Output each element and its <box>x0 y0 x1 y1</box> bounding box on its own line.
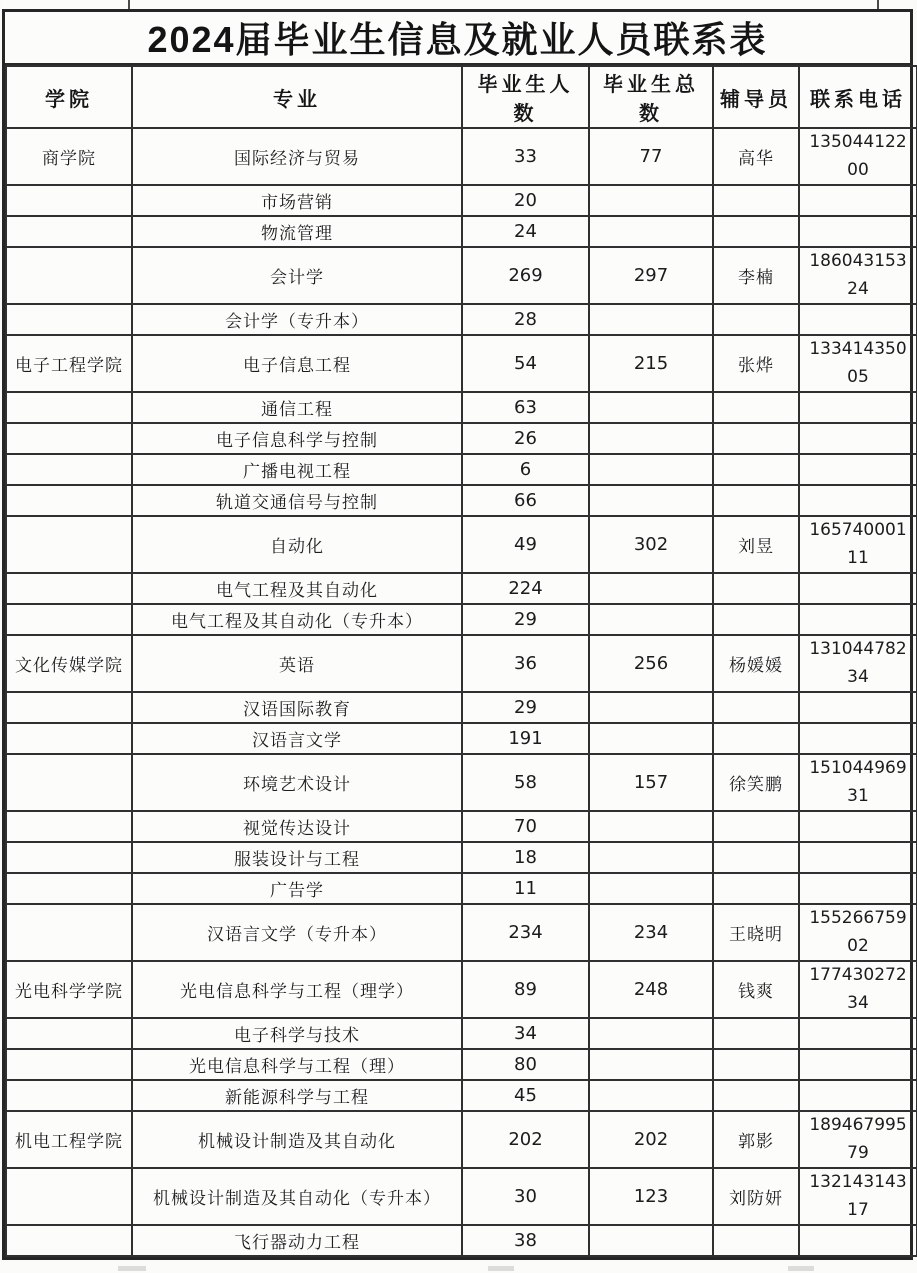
college-cell <box>6 842 132 873</box>
table-row <box>6 392 917 423</box>
graduate-count-cell: 26 <box>462 423 589 454</box>
phone-cell <box>799 1018 917 1049</box>
graduate-total-cell <box>589 216 713 247</box>
counselor-cell: 杨媛媛 <box>713 635 799 692</box>
phone-cell <box>799 842 917 873</box>
graduate-count-cell: 66 <box>462 485 589 516</box>
graduate-count-cell: 234 <box>462 904 589 961</box>
college-cell <box>6 454 132 485</box>
major-cell: 市场营销 <box>132 185 462 216</box>
major-cell: 机械设计制造及其自动化 <box>132 1111 462 1168</box>
table-row <box>6 692 917 723</box>
college-cell <box>6 216 132 247</box>
graduate-contact-table <box>2 9 913 1260</box>
graduate-count-cell: 6 <box>462 454 589 485</box>
counselor-cell: 钱爽 <box>713 961 799 1018</box>
phone-cell: 18946799579 <box>799 1111 917 1168</box>
graduate-total-cell <box>589 1018 713 1049</box>
college-cell <box>6 247 132 304</box>
phone-cell <box>799 423 917 454</box>
column-header-major: 专业 <box>132 66 462 128</box>
graduate-total-cell: 302 <box>589 516 713 573</box>
phone-cell <box>799 1080 917 1111</box>
college-cell <box>6 185 132 216</box>
counselor-cell: 高华 <box>713 128 799 185</box>
counselor-cell: 刘防妍 <box>713 1168 799 1225</box>
phone-cell: 17743027234 <box>799 961 917 1018</box>
phone-cell <box>799 692 917 723</box>
graduate-total-cell: 248 <box>589 961 713 1018</box>
table-row <box>6 811 917 842</box>
table-row <box>6 485 917 516</box>
table-row <box>6 247 917 304</box>
phone-cell <box>799 604 917 635</box>
counselor-cell <box>713 573 799 604</box>
table-row <box>6 1080 917 1111</box>
graduate-count-cell: 30 <box>462 1168 589 1225</box>
table-row <box>6 1111 917 1168</box>
column-header-counselor: 辅导员 <box>713 66 799 128</box>
college-cell: 文化传媒学院 <box>6 635 132 692</box>
table-title: 2024届毕业生信息及就业人员联系表 <box>5 12 910 65</box>
college-cell <box>6 485 132 516</box>
graduate-total-cell: 157 <box>589 754 713 811</box>
college-cell: 电子工程学院 <box>6 335 132 392</box>
graduate-total-cell <box>589 185 713 216</box>
major-cell: 视觉传达设计 <box>132 811 462 842</box>
graduate-total-cell: 234 <box>589 904 713 961</box>
major-cell: 轨道交通信号与控制 <box>132 485 462 516</box>
phone-cell: 13214314317 <box>799 1168 917 1225</box>
college-cell <box>6 392 132 423</box>
phone-cell: 15526675902 <box>799 904 917 961</box>
major-cell: 电子信息科学与控制 <box>132 423 462 454</box>
counselor-cell: 郭影 <box>713 1111 799 1168</box>
counselor-cell: 刘昱 <box>713 516 799 573</box>
major-cell: 电气工程及其自动化 <box>132 573 462 604</box>
graduate-count-cell: 70 <box>462 811 589 842</box>
column-header-college: 学院 <box>6 66 132 128</box>
phone-cell <box>799 485 917 516</box>
counselor-cell <box>713 392 799 423</box>
major-cell: 广播电视工程 <box>132 454 462 485</box>
table-row <box>6 454 917 485</box>
graduate-total-cell <box>589 573 713 604</box>
table-row <box>6 842 917 873</box>
column-header-graduate-count: 毕业生人数 <box>462 66 589 128</box>
phone-cell <box>799 873 917 904</box>
counselor-cell <box>713 1049 799 1080</box>
college-cell <box>6 304 132 335</box>
graduate-count-cell: 63 <box>462 392 589 423</box>
counselor-cell <box>713 604 799 635</box>
major-cell: 新能源科学与工程 <box>132 1080 462 1111</box>
college-cell <box>6 1018 132 1049</box>
graduate-total-cell <box>589 604 713 635</box>
college-cell <box>6 604 132 635</box>
counselor-cell <box>713 811 799 842</box>
college-cell <box>6 516 132 573</box>
major-cell: 汉语言文学 <box>132 723 462 754</box>
graduate-count-cell: 224 <box>462 573 589 604</box>
graduate-count-cell: 29 <box>462 692 589 723</box>
graduate-count-cell: 20 <box>462 185 589 216</box>
phone-cell: 13504412200 <box>799 128 917 185</box>
photo-artifact <box>488 1266 514 1271</box>
graduate-total-cell: 123 <box>589 1168 713 1225</box>
major-cell: 广告学 <box>132 873 462 904</box>
counselor-cell <box>713 454 799 485</box>
data-table <box>5 65 917 1257</box>
counselor-cell <box>713 1080 799 1111</box>
table-row <box>6 423 917 454</box>
graduate-total-cell <box>589 1049 713 1080</box>
graduate-total-cell <box>589 842 713 873</box>
table-row <box>6 1049 917 1080</box>
counselor-cell <box>713 304 799 335</box>
table-body <box>6 128 917 1256</box>
grid-line-fragment <box>877 0 879 9</box>
graduate-total-cell <box>589 392 713 423</box>
phone-cell <box>799 573 917 604</box>
table-row <box>6 185 917 216</box>
graduate-count-cell: 49 <box>462 516 589 573</box>
graduate-total-cell <box>589 692 713 723</box>
counselor-cell: 李楠 <box>713 247 799 304</box>
table-row <box>6 1018 917 1049</box>
graduate-count-cell: 38 <box>462 1225 589 1256</box>
graduate-count-cell: 45 <box>462 1080 589 1111</box>
graduate-total-cell <box>589 1225 713 1256</box>
counselor-cell: 徐笑鹏 <box>713 754 799 811</box>
counselor-cell <box>713 692 799 723</box>
major-cell: 会计学（专升本） <box>132 304 462 335</box>
phone-cell: 13341435005 <box>799 335 917 392</box>
table-row <box>6 1225 917 1256</box>
graduate-count-cell: 80 <box>462 1049 589 1080</box>
table-row <box>6 216 917 247</box>
major-cell: 汉语言文学（专升本） <box>132 904 462 961</box>
column-header-phone: 联系电话 <box>799 66 917 128</box>
table-bottom-edge-fragment <box>0 1263 917 1273</box>
graduate-count-cell: 54 <box>462 335 589 392</box>
table-row <box>6 754 917 811</box>
graduate-count-cell: 11 <box>462 873 589 904</box>
major-cell: 会计学 <box>132 247 462 304</box>
grid-line-fragment <box>128 0 130 9</box>
table-row <box>6 304 917 335</box>
counselor-cell <box>713 1225 799 1256</box>
major-cell: 电子信息工程 <box>132 335 462 392</box>
graduate-total-cell: 77 <box>589 128 713 185</box>
college-cell: 商学院 <box>6 128 132 185</box>
table-row <box>6 873 917 904</box>
table-row <box>6 604 917 635</box>
college-cell <box>6 573 132 604</box>
counselor-cell: 张烨 <box>713 335 799 392</box>
header-row <box>6 66 917 128</box>
graduate-total-cell <box>589 454 713 485</box>
graduate-count-cell: 33 <box>462 128 589 185</box>
photo-artifact <box>788 1266 814 1271</box>
table-row <box>6 335 917 392</box>
graduate-total-cell <box>589 485 713 516</box>
major-cell: 飞行器动力工程 <box>132 1225 462 1256</box>
graduate-count-cell: 191 <box>462 723 589 754</box>
graduate-total-cell <box>589 423 713 454</box>
graduate-total-cell: 215 <box>589 335 713 392</box>
table-row <box>6 573 917 604</box>
college-cell: 光电科学学院 <box>6 961 132 1018</box>
photo-artifact <box>118 1266 146 1271</box>
graduate-total-cell <box>589 723 713 754</box>
column-header-graduate-total: 毕业生总数 <box>589 66 713 128</box>
graduate-count-cell: 28 <box>462 304 589 335</box>
phone-cell <box>799 304 917 335</box>
table-row <box>6 635 917 692</box>
table-row <box>6 128 917 185</box>
phone-cell <box>799 1225 917 1256</box>
table-row <box>6 1168 917 1225</box>
college-cell <box>6 723 132 754</box>
counselor-cell <box>713 842 799 873</box>
graduate-total-cell <box>589 873 713 904</box>
graduate-count-cell: 58 <box>462 754 589 811</box>
graduate-count-cell: 24 <box>462 216 589 247</box>
graduate-total-cell: 202 <box>589 1111 713 1168</box>
graduate-count-cell: 202 <box>462 1111 589 1168</box>
major-cell: 电气工程及其自动化（专升本） <box>132 604 462 635</box>
major-cell: 物流管理 <box>132 216 462 247</box>
table-row <box>6 904 917 961</box>
graduate-total-cell: 256 <box>589 635 713 692</box>
table-top-edge-fragment <box>2 0 913 9</box>
college-cell <box>6 1225 132 1256</box>
graduate-count-cell: 269 <box>462 247 589 304</box>
counselor-cell <box>713 185 799 216</box>
counselor-cell: 王晓明 <box>713 904 799 961</box>
major-cell: 通信工程 <box>132 392 462 423</box>
college-cell <box>6 423 132 454</box>
college-cell <box>6 1080 132 1111</box>
counselor-cell <box>713 1018 799 1049</box>
counselor-cell <box>713 423 799 454</box>
college-cell: 机电工程学院 <box>6 1111 132 1168</box>
phone-cell <box>799 454 917 485</box>
college-cell <box>6 811 132 842</box>
graduate-total-cell <box>589 811 713 842</box>
major-cell: 国际经济与贸易 <box>132 128 462 185</box>
counselor-cell <box>713 873 799 904</box>
table-row <box>6 723 917 754</box>
counselor-cell <box>713 216 799 247</box>
college-cell <box>6 754 132 811</box>
phone-cell: 16574000111 <box>799 516 917 573</box>
college-cell <box>6 1049 132 1080</box>
counselor-cell <box>713 485 799 516</box>
counselor-cell <box>713 723 799 754</box>
phone-cell <box>799 723 917 754</box>
phone-cell <box>799 1049 917 1080</box>
college-cell <box>6 873 132 904</box>
major-cell: 环境艺术设计 <box>132 754 462 811</box>
major-cell: 电子科学与技术 <box>132 1018 462 1049</box>
college-cell <box>6 692 132 723</box>
phone-cell: 18604315324 <box>799 247 917 304</box>
table-row <box>6 516 917 573</box>
phone-cell <box>799 392 917 423</box>
graduate-total-cell: 297 <box>589 247 713 304</box>
phone-cell <box>799 216 917 247</box>
major-cell: 机械设计制造及其自动化（专升本） <box>132 1168 462 1225</box>
major-cell: 汉语国际教育 <box>132 692 462 723</box>
college-cell <box>6 1168 132 1225</box>
phone-cell: 13104478234 <box>799 635 917 692</box>
graduate-count-cell: 29 <box>462 604 589 635</box>
major-cell: 英语 <box>132 635 462 692</box>
graduate-count-cell: 89 <box>462 961 589 1018</box>
graduate-total-cell <box>589 1080 713 1111</box>
phone-cell: 15104496931 <box>799 754 917 811</box>
phone-cell <box>799 185 917 216</box>
major-cell: 服装设计与工程 <box>132 842 462 873</box>
college-cell <box>6 904 132 961</box>
table-row <box>6 961 917 1018</box>
graduate-count-cell: 18 <box>462 842 589 873</box>
major-cell: 光电信息科学与工程（理学） <box>132 961 462 1018</box>
major-cell: 自动化 <box>132 516 462 573</box>
graduate-total-cell <box>589 304 713 335</box>
graduate-count-cell: 36 <box>462 635 589 692</box>
graduate-count-cell: 34 <box>462 1018 589 1049</box>
major-cell: 光电信息科学与工程（理） <box>132 1049 462 1080</box>
phone-cell <box>799 811 917 842</box>
